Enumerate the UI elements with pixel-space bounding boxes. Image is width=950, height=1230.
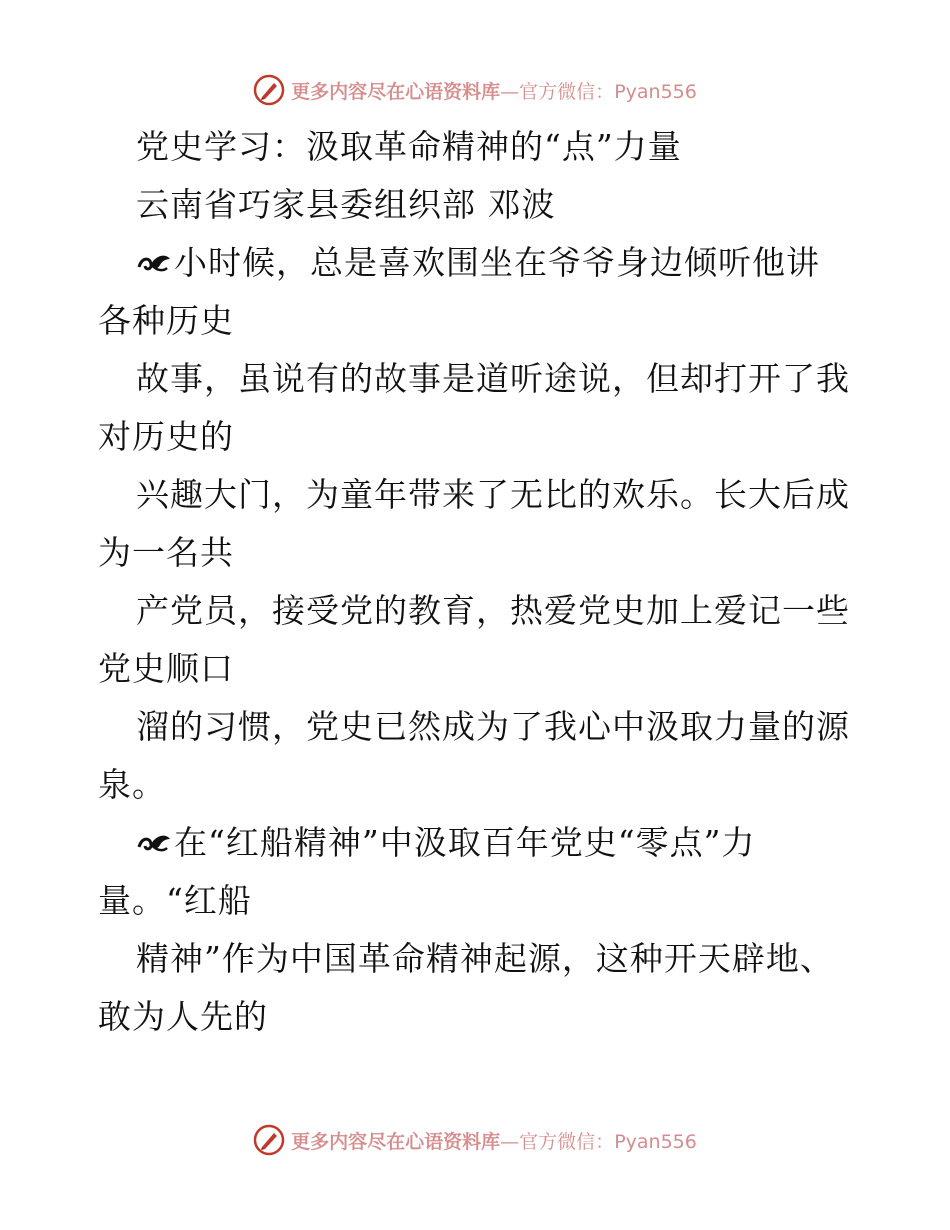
paragraph-line: 兴趣大门，为童年带来了无比的欢乐。长大后成 bbox=[136, 475, 850, 514]
paragraph-line: 溜的习惯，党史已然成为了我心中汲取力量的源 bbox=[136, 707, 850, 746]
article-author: 云南省巧家县委组织部 邓波 bbox=[136, 185, 556, 224]
footer-banner bbox=[0, 1122, 950, 1158]
flourish-bullet-icon bbox=[136, 827, 174, 857]
article-body bbox=[98, 118, 858, 1046]
paragraph-line: 泉。 bbox=[98, 765, 166, 804]
paragraph-line: 精神”作为中国革命精神起源，这种开天辟地、 bbox=[136, 939, 834, 978]
footer-banner-text bbox=[291, 1127, 697, 1154]
banner-wechat-id: Pyan556 bbox=[614, 1130, 697, 1153]
banner-wechat-label: 官方微信： bbox=[519, 80, 615, 103]
paragraph-text: 在“红船精神”中汲取百年党史“零点”力 bbox=[174, 823, 756, 862]
banner-dash: — bbox=[500, 80, 520, 103]
article-title: 党史学习：汲取革命精神的“点”力量 bbox=[136, 127, 682, 166]
paragraph-line: 产党员，接受党的教育，热爱党史加上爱记一些 bbox=[136, 591, 850, 630]
banner-lead: 更多内容尽在心语资料库 bbox=[291, 80, 501, 103]
paragraph-line bbox=[98, 814, 858, 872]
header-banner bbox=[0, 72, 950, 108]
paragraph-line: 各种历史 bbox=[98, 301, 234, 340]
banner-lead: 更多内容尽在心语资料库 bbox=[291, 1130, 501, 1153]
pen-logo-icon bbox=[253, 1124, 285, 1156]
banner-wechat-id: Pyan556 bbox=[614, 80, 697, 103]
paragraph-line: 为一名共 bbox=[98, 533, 234, 572]
paragraph-line bbox=[98, 234, 858, 292]
banner-wechat-label: 官方微信： bbox=[519, 1130, 615, 1153]
paragraph-line: 党史顺口 bbox=[98, 649, 234, 688]
paragraph-text: 小时候，总是喜欢围坐在爷爷身边倾听他讲 bbox=[174, 243, 820, 282]
flourish-bullet-icon bbox=[136, 247, 174, 277]
paragraph-line: 对历史的 bbox=[98, 417, 234, 456]
banner-dash: — bbox=[500, 1130, 520, 1153]
pen-logo-icon bbox=[253, 74, 285, 106]
paragraph-line: 敢为人先的 bbox=[98, 997, 268, 1036]
paragraph-line: 量。“红船 bbox=[98, 881, 252, 920]
header-banner-text bbox=[291, 77, 697, 104]
paragraph-line: 故事，虽说有的故事是道听途说，但却打开了我 bbox=[136, 359, 850, 398]
